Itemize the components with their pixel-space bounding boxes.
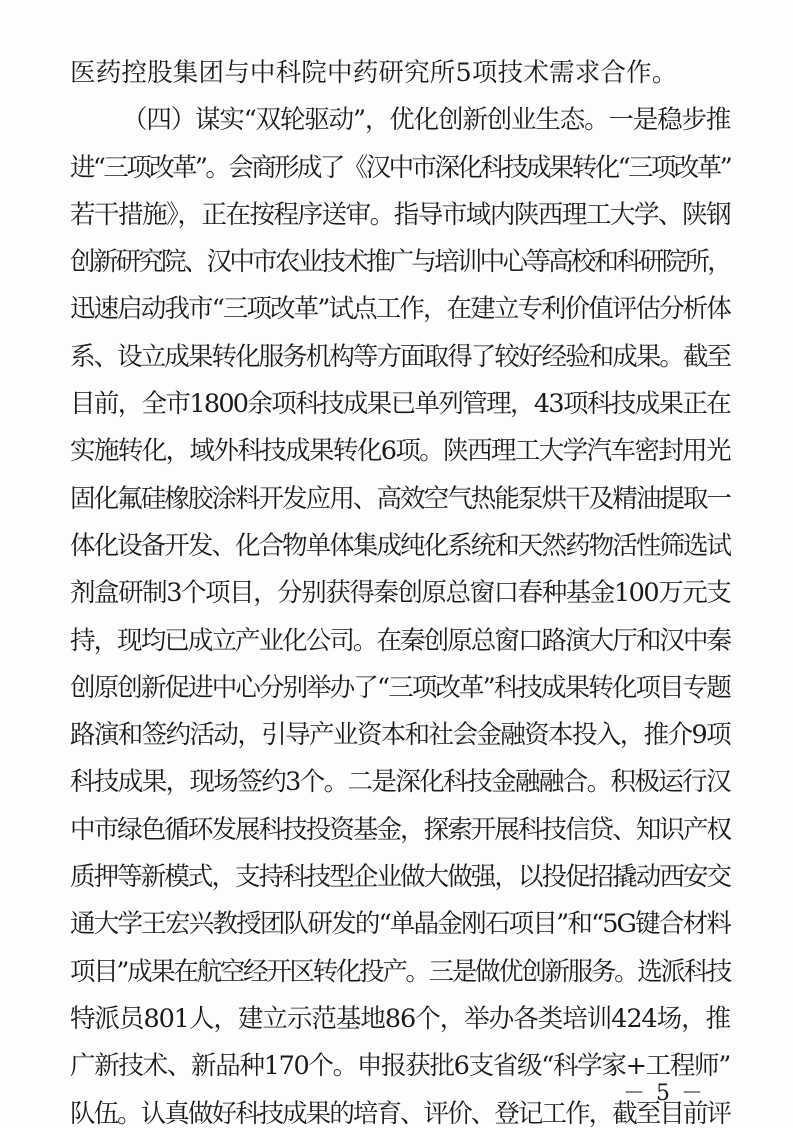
text-line: 实施转化，域外科技成果转化6项。陕西理工大学汽车密封用光 bbox=[70, 436, 730, 467]
text-line: 中市绿色循环发展科技投资基金，探索开展科技信贷、知识产权 bbox=[70, 814, 730, 845]
text-line: 通大学王宏兴教授团队研发的“单晶金刚石项目”和“5G键合材料 bbox=[70, 909, 730, 940]
text-line: 项目”成果在航空经开区转化投产。三是做优创新服务。选派科技 bbox=[70, 956, 730, 987]
text-line: 若干措施》，正在按程序送审。指导市域内陕西理工大学、陕钢 bbox=[70, 199, 730, 230]
text-line: 持，现均已成立产业化公司。在秦创原总窗口路演大厅和汉中秦 bbox=[70, 625, 730, 656]
text-line: 进“三项改革”。会商形成了《汉中市深化科技成果转化“三项改革” bbox=[70, 152, 730, 183]
text-line: 队伍。认真做好科技成果的培育、评价、登记工作，截至目前评 bbox=[70, 1098, 730, 1129]
body-text bbox=[70, 50, 730, 1138]
section-heading-line: （四）谋实“双轮驱动”，优化创新创业生态。一是稳步推 bbox=[122, 105, 731, 136]
text-line: 迅速启动我市“三项改革”试点工作，在建立专利价值评估分析体 bbox=[70, 294, 730, 325]
text-line: 特派员801人，建立示范基地86个，举办各类培训424场，推 bbox=[70, 1003, 730, 1034]
text-line: 路演和签约活动，引导产业资本和社会金融资本投入，推介9项 bbox=[70, 720, 730, 751]
text-line: 体化设备开发、化合物单体集成纯化系统和天然药物活性筛选试 bbox=[70, 530, 730, 561]
text-line: 系、设立成果转化服务机构等方面取得了较好经验和成果。截至 bbox=[70, 341, 730, 372]
text-line: 固化氟硅橡胶涂料开发应用、高效空气热能泵烘干及精油提取一 bbox=[70, 483, 730, 514]
text-line: 广新技术、新品种170个。申报获批6支省级“科学家+工程师” bbox=[70, 1051, 730, 1082]
text-line: 目前，全市1800余项科技成果已单列管理，43项科技成果正在 bbox=[70, 389, 730, 420]
text-line: 科技成果，现场签约3个。二是深化科技金融融合。积极运行汉 bbox=[70, 767, 730, 798]
text-line: 创原创新促进中心分别举办了“三项改革”科技成果转化项目专题 bbox=[70, 672, 730, 703]
page-number: － 5 － bbox=[623, 1081, 705, 1106]
text-line: 质押等新模式，支持科技型企业做大做强，以投促招撬动西安交 bbox=[70, 862, 730, 893]
text-line: 医药控股集团与中科院中药研究所5项技术需求合作。 bbox=[70, 58, 678, 88]
text-line: 剂盒研制3个项目，分别获得秦创原总窗口春种基金100万元支 bbox=[70, 578, 731, 609]
text-line: 创新研究院、汉中市农业技术推广与培训中心等高校和科研院所， bbox=[70, 247, 730, 278]
